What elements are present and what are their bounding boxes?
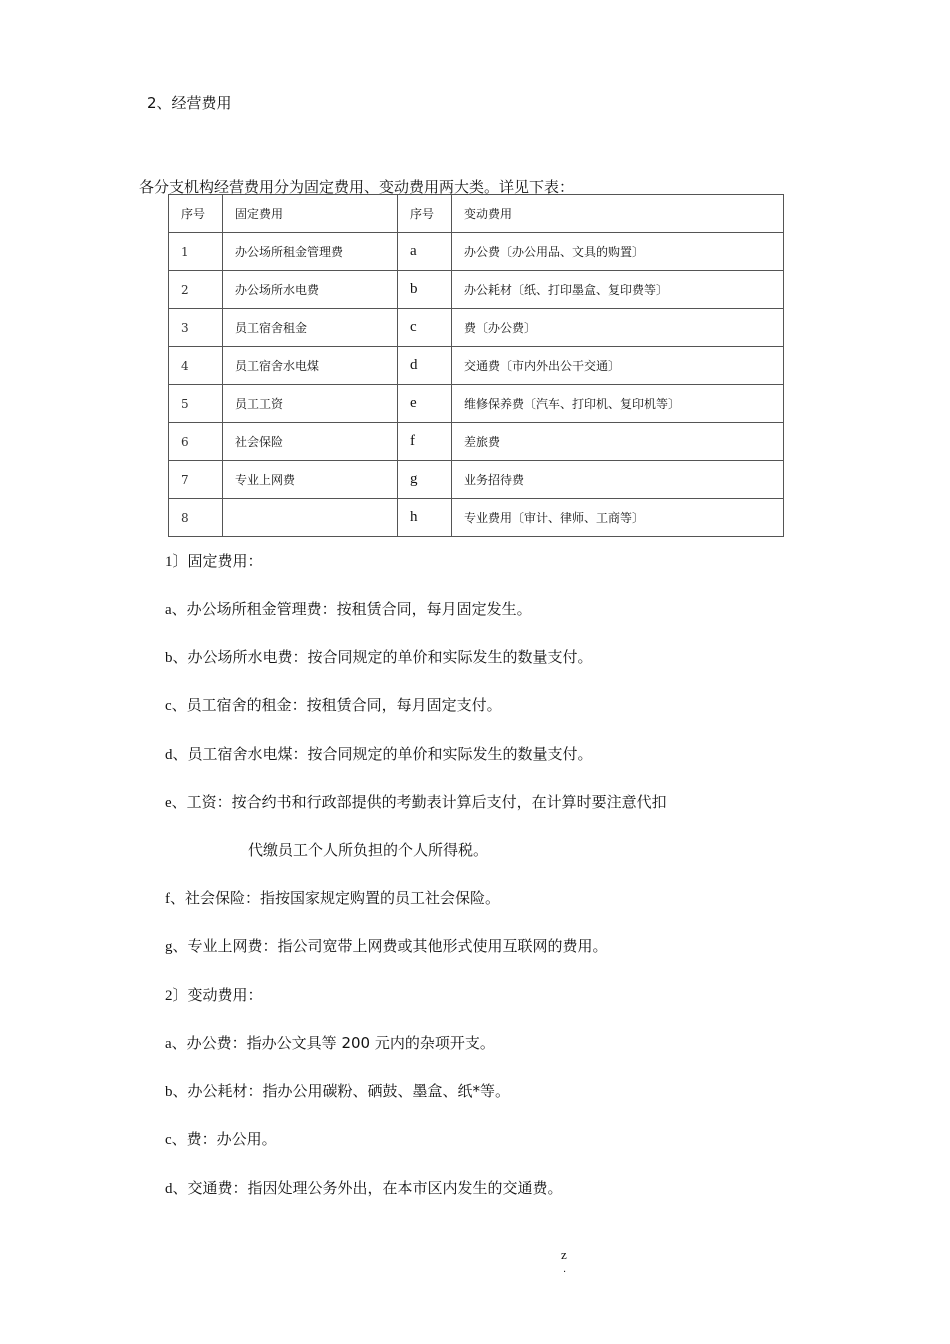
table-cell: h	[398, 499, 452, 537]
paragraph	[165, 694, 502, 715]
table-cell: 办公费〔办公用品、文具的购置〕	[452, 233, 784, 271]
paragraph-lead: b	[165, 1084, 173, 1100]
paragraph-text: 、专业上网费：指公司宽带上网费或其他形式使用互联网的费用。	[172, 937, 608, 955]
table-cell: 7	[169, 461, 223, 499]
table-cell: 5	[169, 385, 223, 423]
table-cell: b	[398, 271, 452, 309]
paragraph-lead: a	[165, 1036, 172, 1052]
table-cell: 3	[169, 309, 223, 347]
paragraph-text: 、办公场所水电费：按合同规定的单价和实际发生的数量支付。	[172, 648, 593, 666]
paragraph-text: 、员工宿舍的租金：按租赁合同，每月固定支付。	[171, 696, 502, 714]
table-cell: 员工宿舍租金	[223, 309, 398, 347]
table-cell: 费〔办公费〕	[452, 309, 784, 347]
table-row	[169, 233, 784, 271]
intro-text: 各分支机构经营费用分为固定费用、变动费用两大类。详见下表：	[139, 178, 575, 196]
header-cell: 序号	[398, 195, 452, 233]
paragraph-lead: 1	[165, 554, 173, 570]
table-row	[169, 461, 784, 499]
paragraph	[165, 743, 593, 764]
table-row	[169, 499, 784, 537]
paragraph	[165, 646, 593, 667]
paragraph-lead: d	[165, 1181, 173, 1197]
paragraph	[165, 550, 263, 571]
table-row	[169, 271, 784, 309]
table-cell: 维修保养费〔汽车、打印机、复印机等〕	[452, 385, 784, 423]
table-cell: 办公场所水电费	[223, 271, 398, 309]
table-cell: 6	[169, 423, 223, 461]
table-cell: 社会保险	[223, 423, 398, 461]
table-cell: 员工宿舍水电煤	[223, 347, 398, 385]
table-cell: 业务招待费	[452, 461, 784, 499]
table-cell: d	[398, 347, 452, 385]
table-cell: 专业费用〔审计、律师、工商等〕	[452, 499, 784, 537]
paragraph	[165, 1177, 563, 1198]
paragraph-text: 、办公费：指办公文具等 200 元内的杂项开支。	[171, 1034, 495, 1052]
paragraph-text: 、交通费：指因处理公务外出，在本市区内发生的交通费。	[172, 1179, 563, 1197]
table-cell: 交通费〔市内外出公干交通〕	[452, 347, 784, 385]
header-cell: 固定费用	[223, 195, 398, 233]
page-footer-dot: .	[563, 1264, 567, 1275]
table-cell: c	[398, 309, 452, 347]
paragraph-lead: e	[165, 795, 172, 811]
paragraph-text: 、费：办公用。	[171, 1130, 277, 1148]
table-row	[169, 385, 784, 423]
table-cell: 专业上网费	[223, 461, 398, 499]
table-cell: 4	[169, 347, 223, 385]
paragraph-text: 、办公场所租金管理费：按租赁合同，每月固定发生。	[171, 600, 532, 618]
paragraph-lead: 2	[165, 988, 173, 1004]
table-cell: 差旅费	[452, 423, 784, 461]
table-cell: e	[398, 385, 452, 423]
paragraph-text: 〕固定费用：	[172, 552, 263, 570]
page-footer-mark: z	[561, 1247, 567, 1262]
table-cell: 员工工资	[223, 385, 398, 423]
paragraph	[165, 1080, 510, 1101]
paragraph	[165, 1128, 277, 1149]
paragraph-lead: c	[165, 698, 172, 714]
table-cell: f	[398, 423, 452, 461]
table-header-row	[169, 195, 784, 233]
paragraph-continuation	[248, 839, 488, 860]
table-cell: a	[398, 233, 452, 271]
paragraph-lead: f	[165, 891, 170, 907]
header-cell: 变动费用	[452, 195, 784, 233]
paragraph-text: 、社会保险：指按国家规定购置的员工社会保险。	[170, 889, 501, 907]
table-row	[169, 309, 784, 347]
section-heading: 2、经营费用	[147, 94, 232, 112]
table-row	[169, 423, 784, 461]
paragraph-lead: g	[165, 939, 173, 955]
paragraph-text: 、办公耗材：指办公用碳粉、硒鼓、墨盒、纸*等。	[172, 1082, 511, 1100]
paragraph	[165, 598, 532, 619]
paragraph-lead: b	[165, 650, 173, 666]
paragraph	[165, 1032, 495, 1053]
paragraph-text: 代缴员工个人所负担的个人所得税。	[248, 841, 489, 859]
table-cell: 2	[169, 271, 223, 309]
table-cell: 办公场所租金管理费	[223, 233, 398, 271]
paragraph-lead: a	[165, 602, 172, 618]
table-cell: 1	[169, 233, 223, 271]
paragraph-text: 、员工宿舍水电煤：按合同规定的单价和实际发生的数量支付。	[172, 745, 593, 763]
paragraph	[165, 791, 667, 812]
expense-table	[168, 194, 784, 537]
paragraph	[165, 887, 500, 908]
paragraph-text: 、工资：按合约书和行政部提供的考勤表计算后支付，在计算时要注意代扣	[171, 793, 667, 811]
paragraph-lead: d	[165, 747, 173, 763]
paragraph-lead: c	[165, 1132, 172, 1148]
paragraph-text: 〕变动费用：	[172, 986, 263, 1004]
table-cell: g	[398, 461, 452, 499]
paragraph	[165, 935, 608, 956]
paragraph	[165, 984, 263, 1005]
table-cell: 8	[169, 499, 223, 537]
table-cell: 办公耗材〔纸、打印墨盒、复印费等〕	[452, 271, 784, 309]
table-cell	[223, 499, 398, 537]
table-row	[169, 347, 784, 385]
header-cell: 序号	[169, 195, 223, 233]
